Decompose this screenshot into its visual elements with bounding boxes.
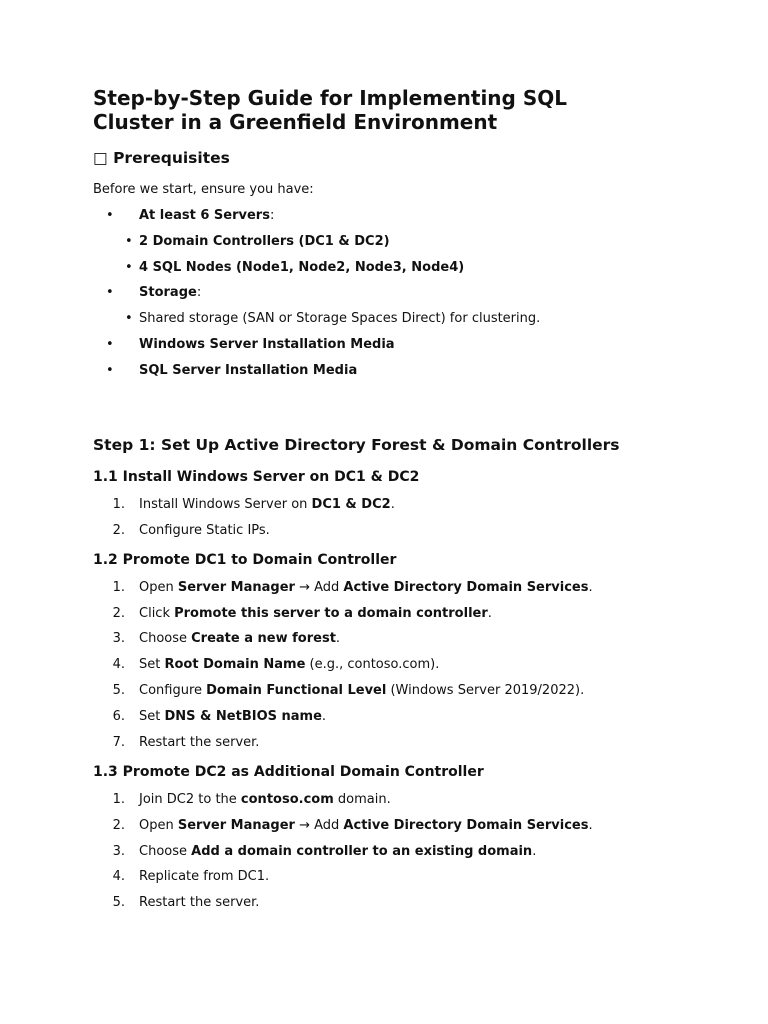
list-number: 1.: [112, 497, 125, 512]
bullet-symbol: •: [106, 208, 114, 223]
text-run: .: [588, 818, 593, 833]
text-run: Set: [139, 709, 165, 724]
list-item-text: [139, 818, 593, 833]
list-item-text: [139, 792, 391, 807]
prerequisites-heading: [93, 149, 230, 167]
text-run: .: [321, 709, 327, 724]
list-item-text: Replicate from DC1.: [139, 869, 270, 884]
text-run-bold: contoso.com: [240, 792, 334, 807]
text-run: .: [335, 631, 341, 646]
title-line-2: Cluster in a Greenfield Environment: [93, 110, 498, 134]
list-item-text: [139, 631, 340, 646]
list-item-text: [139, 285, 201, 300]
text-run-bold: Root Domain Name: [164, 657, 306, 672]
text-run: (e.g., contoso.com).: [305, 657, 440, 672]
section-1-3-heading: 1.3 Promote DC2 as Additional Domain Controller: [93, 764, 484, 780]
list-item-text: [139, 363, 357, 378]
list-item-text: Restart the server.: [139, 735, 260, 750]
list-item-text: [139, 844, 536, 859]
list-item-bold: Storage: [139, 285, 197, 300]
text-run-bold: Promote this server to a domain controller: [174, 606, 488, 621]
list-item-text: [139, 580, 593, 595]
list-number: 2.: [112, 606, 125, 621]
list-item-text: [139, 683, 584, 698]
list-item-text: Configure Static IPs.: [139, 523, 270, 538]
section-1-2-heading: 1.2 Promote DC1 to Domain Controller: [93, 552, 397, 568]
list-number: 6.: [112, 709, 125, 724]
list-item-text: [139, 260, 464, 275]
list-item-text: [139, 657, 439, 672]
text-run: Choose: [139, 844, 192, 859]
text-run: Join DC2 to the: [139, 792, 241, 807]
text-run: Open: [139, 818, 178, 833]
text-run: Configure: [139, 683, 207, 698]
list-item-text: [139, 606, 492, 621]
bullet-symbol: •: [106, 285, 114, 300]
text-run: domain.: [333, 792, 391, 807]
list-item-text: [139, 497, 395, 512]
text-run: (Windows Server 2019/2022).: [386, 683, 585, 698]
step1-heading: Step 1: Set Up Active Directory Forest & Domain Controllers: [93, 436, 620, 454]
text-run-bold: Server Manager: [177, 580, 295, 595]
list-item-text: Restart the server.: [139, 895, 260, 910]
text-run: Install Windows Server on: [139, 497, 312, 512]
list-number: 5.: [112, 683, 125, 698]
text-run-bold: Add a domain controller to an existing domain: [191, 844, 533, 859]
list-item-bold: Windows Server Installation Media: [139, 337, 395, 352]
list-number: 3.: [112, 844, 125, 859]
list-item-text: [139, 337, 395, 352]
checkbox-icon: □: [93, 149, 108, 167]
list-number: 2.: [112, 818, 125, 833]
list-number: 7.: [112, 735, 125, 750]
text-run-bold: DC1 & DC2: [311, 497, 391, 512]
text-run: Open: [139, 580, 178, 595]
list-item-rest: :: [269, 208, 275, 223]
list-item-bold: 4 SQL Nodes (Node1, Node2, Node3, Node4): [139, 260, 465, 275]
bullet-symbol: •: [125, 234, 133, 249]
list-number: 5.: [112, 895, 125, 910]
list-number: 1.: [112, 792, 125, 807]
text-run: .: [588, 580, 593, 595]
list-number: 4.: [112, 869, 125, 884]
prerequisites-heading-text: Prerequisites: [113, 149, 230, 167]
prerequisites-intro: Before we start, ensure you have:: [93, 182, 314, 197]
bullet-symbol: •: [125, 260, 133, 275]
text-run-bold: Server Manager: [177, 818, 295, 833]
bullet-symbol: •: [106, 337, 114, 352]
text-run: .: [532, 844, 537, 859]
document-page: [93, 86, 713, 910]
title-line-1: Step-by-Step Guide for Implementing SQL: [93, 86, 567, 110]
text-run: .: [487, 606, 492, 621]
list-number: 2.: [112, 523, 125, 538]
list-item-text: [139, 234, 390, 249]
list-item-bold: SQL Server Installation Media: [139, 363, 358, 378]
text-run: → Add: [294, 580, 344, 595]
bullet-symbol: •: [106, 363, 114, 378]
list-item-bold: At least 6 Servers: [139, 208, 270, 223]
section-1-1-heading: 1.1 Install Windows Server on DC1 & DC2: [93, 469, 420, 485]
text-run: → Add: [294, 818, 344, 833]
list-number: 1.: [112, 580, 125, 595]
text-run-bold: Create a new forest: [191, 631, 336, 646]
text-run-bold: Domain Functional Level: [206, 683, 387, 698]
list-item-bold: 2 Domain Controllers (DC1 & DC2): [139, 234, 390, 249]
text-run-bold: DNS & NetBIOS name: [164, 709, 322, 724]
text-run-bold: Active Directory Domain Services: [343, 580, 589, 595]
list-item-text: [139, 709, 326, 724]
list-number: 4.: [112, 657, 125, 672]
text-run-bold: Active Directory Domain Services: [343, 818, 589, 833]
list-item-rest: :: [196, 285, 202, 300]
list-number: 3.: [112, 631, 125, 646]
text-run: .: [390, 497, 395, 512]
text-run: Click: [139, 606, 175, 621]
text-run: Set: [139, 657, 165, 672]
text-run: Choose: [139, 631, 192, 646]
list-item-text: Shared storage (SAN or Storage Spaces Direct) for clustering.: [139, 311, 541, 326]
list-item-text: [139, 208, 274, 223]
document-title: [93, 86, 713, 134]
bullet-symbol: •: [125, 311, 133, 326]
